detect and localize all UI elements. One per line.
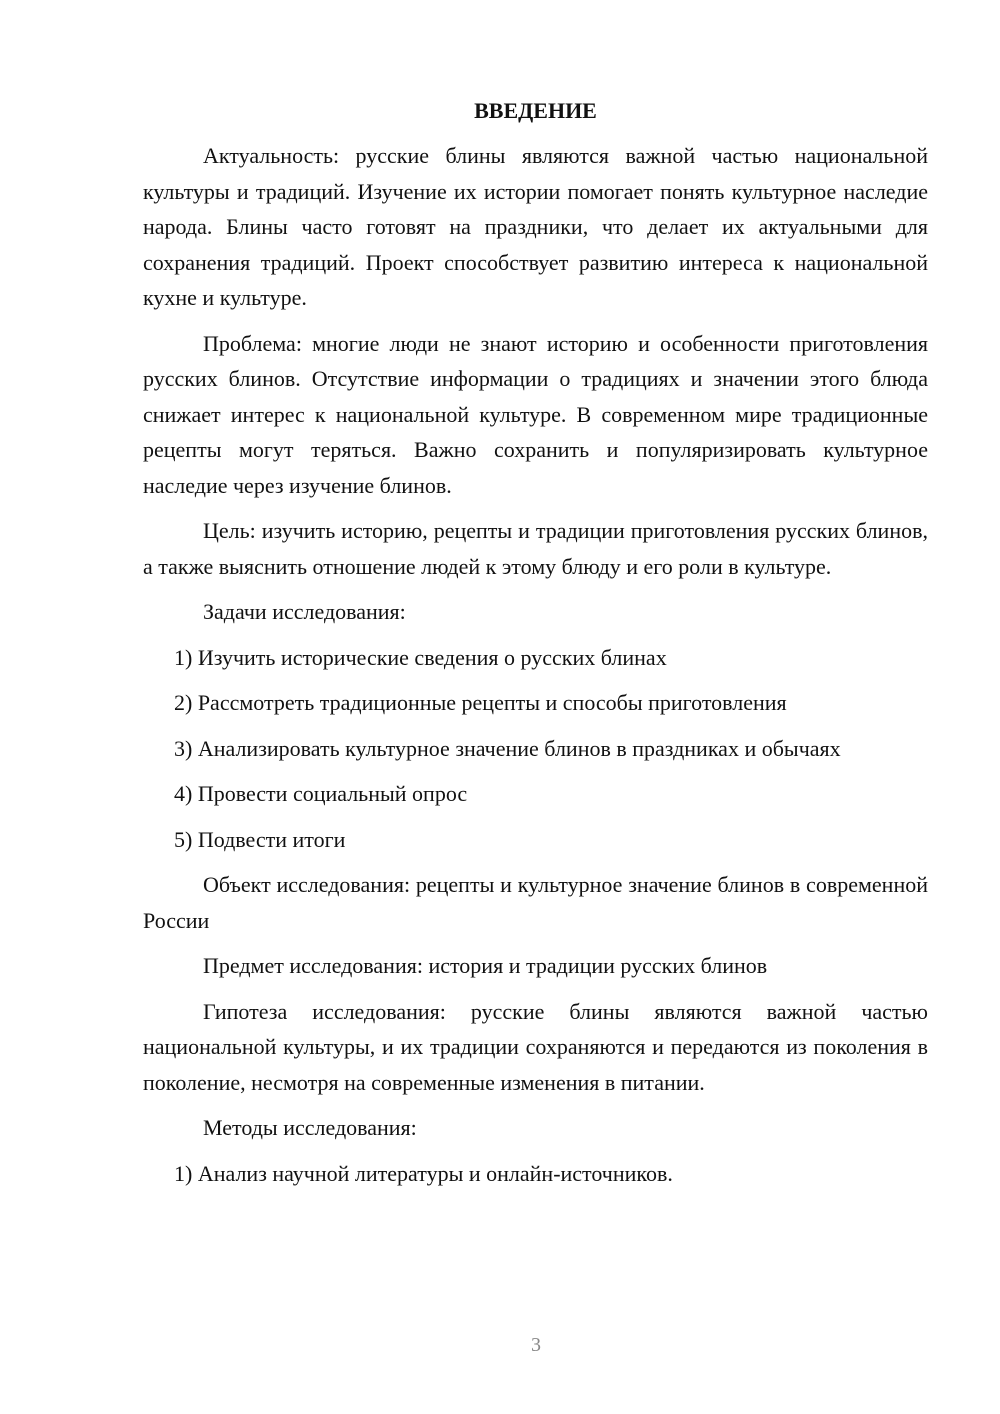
task-item-5: 5) Подвести итоги [174, 826, 346, 852]
section-title: ВВЕДЕНИЕ [474, 98, 597, 123]
paragraph-object: Объект исследования: рецепты и культурное значение блинов в современной России [143, 872, 928, 933]
method-item-1: 1) Анализ научной литературы и онлайн-источников. [174, 1160, 673, 1186]
task-item-2: 2) Рассмотреть традиционные рецепты и способы приготовления [174, 690, 787, 715]
paragraph-goal: Цель: изучить историю, рецепты и традиции приготовления русских блинов, а также выяснить отношение людей к этому блюду и его роли в культуре. [143, 518, 928, 579]
paragraph-hypothesis: Гипотеза исследования: русские блины являются важной частью национальной культуры, и их традиции сохраняются и передаются из поколения в поколение, несмотря на современные изменения в питании. [143, 998, 928, 1095]
paragraph-relevance: Актуальность: русские блины являются важной частью национальной культуры и традиций. Изучение их истории помогает понять культурное наследие народа. Блины часто готовят на праздники, что делает их актуальными для сохранения традиций. Проект способствует развитию интереса к национальной кухне и культуре. [143, 143, 928, 310]
tasks-heading: Задачи исследования: [203, 599, 406, 624]
paragraph-subject: Предмет исследования: история и традиции русских блинов [203, 953, 768, 978]
document-page [143, 96, 928, 1201]
methods-heading: Методы исследования: [203, 1115, 417, 1140]
page-number: 3 [531, 1334, 541, 1356]
task-item-1: 1) Изучить исторические сведения о русских блинах [174, 644, 667, 670]
task-item-4: 4) Провести социальный опрос [174, 781, 468, 806]
paragraph-problem: Проблема: многие люди не знают историю и особенности приготовления русских блинов. Отсутствие информации о традициях и значении этого блюда снижает интерес к национальной культуре. В современном мире традиционные рецепты могут теряться. Важно сохранить и популяризировать культурное наследие через изучение блинов. [143, 330, 928, 498]
task-item-3: 3) Анализировать культурное значение блинов в праздниках и обычаях [174, 735, 841, 761]
